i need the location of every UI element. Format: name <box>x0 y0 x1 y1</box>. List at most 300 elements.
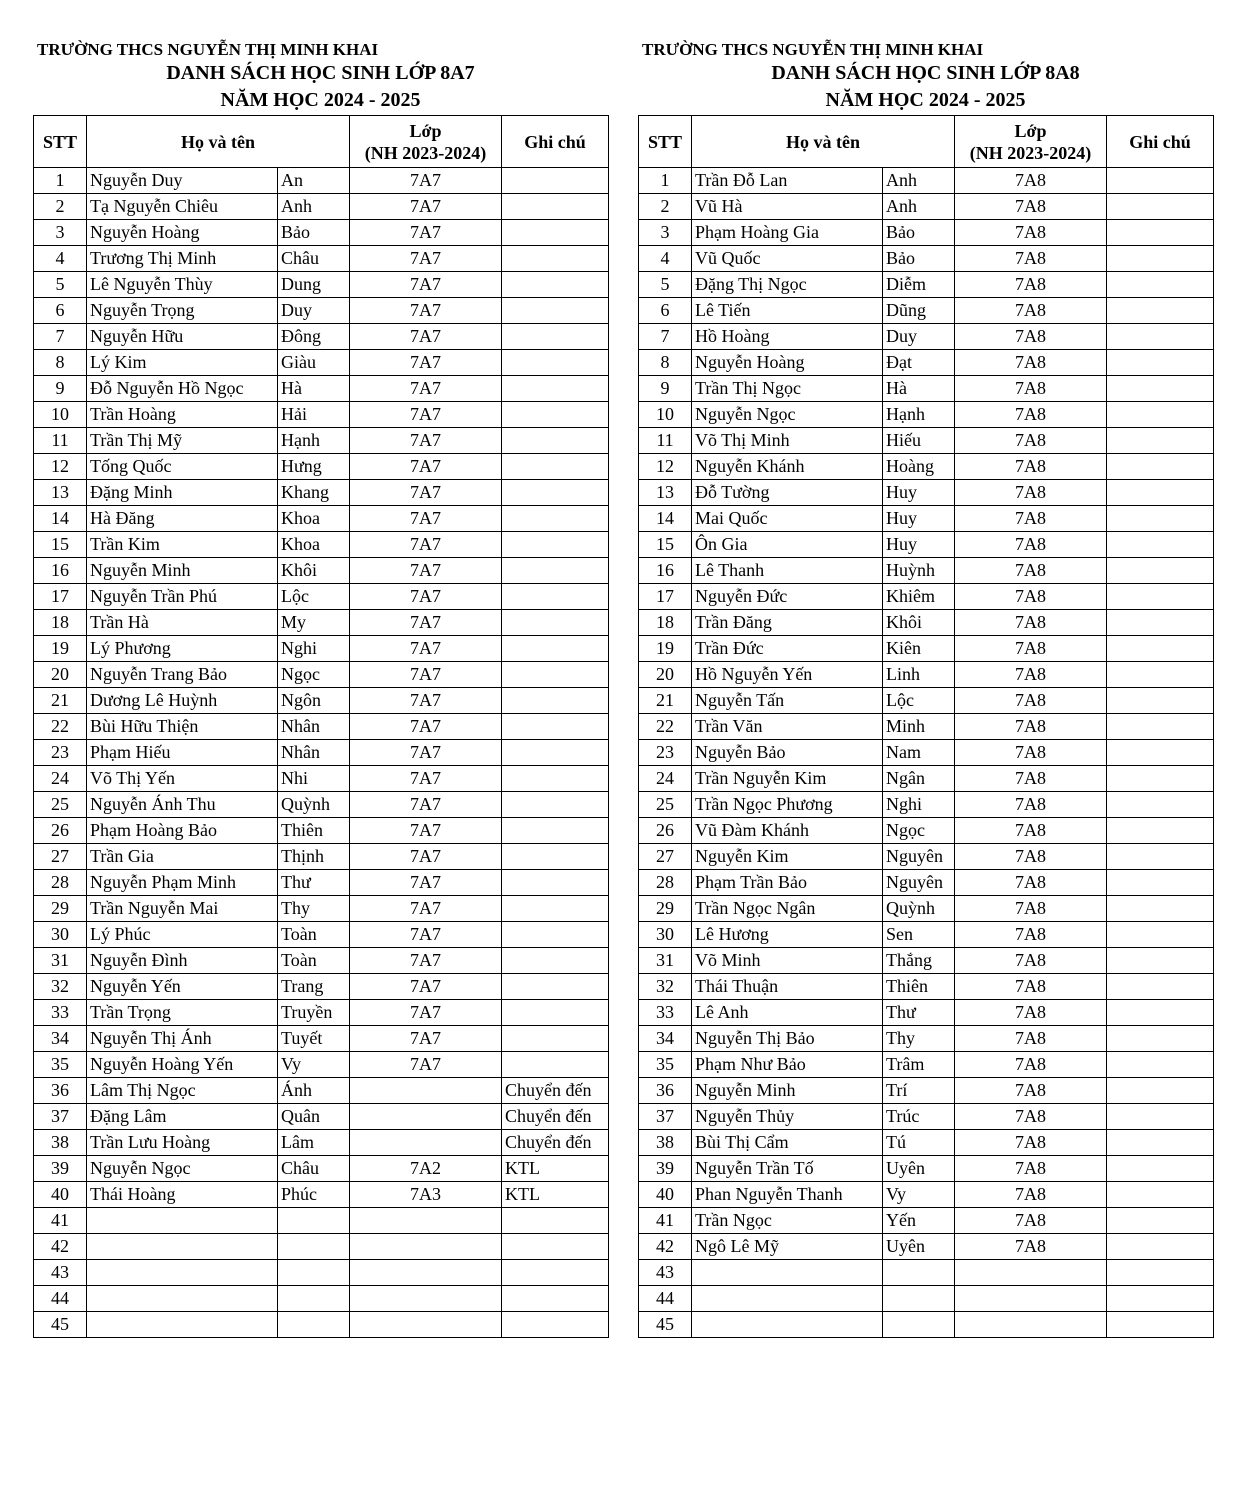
cell-stt: 29 <box>639 896 692 922</box>
cell-last-middle-name: Trần Ngọc Ngân <box>692 896 883 922</box>
cell-stt: 9 <box>34 376 87 402</box>
cell-class: 7A8 <box>955 974 1107 1000</box>
cell-stt: 6 <box>639 298 692 324</box>
cell-class: 7A7 <box>350 272 502 298</box>
cell-class: 7A8 <box>955 740 1107 766</box>
cell-stt: 3 <box>639 220 692 246</box>
cell-stt: 27 <box>639 844 692 870</box>
table-row <box>639 584 1214 610</box>
cell-class: 7A7 <box>350 818 502 844</box>
cell-note <box>502 662 609 688</box>
cell-first-name: Thiên <box>883 974 955 1000</box>
cell-stt: 5 <box>34 272 87 298</box>
cell-class: 7A8 <box>955 532 1107 558</box>
cell-first-name: Tú <box>883 1130 955 1156</box>
header-class-line1: Lớp <box>1014 120 1047 141</box>
table-row <box>639 610 1214 636</box>
table-row <box>639 350 1214 376</box>
cell-first-name: Linh <box>883 662 955 688</box>
cell-class: 7A8 <box>955 1052 1107 1078</box>
cell-last-middle-name: Nguyễn Hoàng Yến <box>87 1052 278 1078</box>
table-row <box>639 870 1214 896</box>
cell-class: 7A8 <box>955 506 1107 532</box>
cell-first-name: Lâm <box>278 1130 350 1156</box>
cell-first-name: Trâm <box>883 1052 955 1078</box>
cell-class: 7A3 <box>350 1182 502 1208</box>
cell-note <box>1107 350 1214 376</box>
cell-stt: 31 <box>34 948 87 974</box>
table-row <box>639 740 1214 766</box>
cell-last-middle-name <box>87 1312 278 1338</box>
cell-note <box>502 792 609 818</box>
cell-stt: 19 <box>639 636 692 662</box>
cell-note <box>1107 506 1214 532</box>
cell-first-name: Khôi <box>278 558 350 584</box>
cell-last-middle-name: Đỗ Nguyễn Hồ Ngọc <box>87 376 278 402</box>
cell-last-middle-name: Dương Lê Huỳnh <box>87 688 278 714</box>
school-name: TRƯỜNG THCS NGUYỄN THỊ MINH KHAI <box>37 40 379 59</box>
class-list-8a8 <box>638 40 1213 1338</box>
cell-last-middle-name: Vũ Đàm Khánh <box>692 818 883 844</box>
cell-stt: 39 <box>639 1156 692 1182</box>
cell-stt: 11 <box>639 428 692 454</box>
cell-last-middle-name: Trần Đức <box>692 636 883 662</box>
cell-class <box>350 1130 502 1156</box>
cell-note <box>1107 766 1214 792</box>
cell-class: 7A8 <box>955 324 1107 350</box>
cell-class: 7A8 <box>955 1104 1107 1130</box>
table-row <box>639 766 1214 792</box>
cell-note <box>502 246 609 272</box>
cell-class: 7A7 <box>350 844 502 870</box>
cell-last-middle-name: Võ Minh <box>692 948 883 974</box>
table-row <box>639 1130 1214 1156</box>
cell-note <box>502 974 609 1000</box>
table-row <box>34 1182 609 1208</box>
cell-first-name: Khôi <box>883 610 955 636</box>
cell-last-middle-name: Nguyễn Thị Ánh <box>87 1026 278 1052</box>
cell-stt: 24 <box>639 766 692 792</box>
cell-first-name: Quỳnh <box>278 792 350 818</box>
cell-last-middle-name: Bùi Thị Cẩm <box>692 1130 883 1156</box>
table-row <box>34 220 609 246</box>
cell-first-name: Ngôn <box>278 688 350 714</box>
cell-class: 7A8 <box>955 402 1107 428</box>
table-row <box>34 948 609 974</box>
cell-stt: 7 <box>34 324 87 350</box>
cell-class: 7A7 <box>350 220 502 246</box>
cell-note <box>502 1312 609 1338</box>
cell-first-name: Lộc <box>278 584 350 610</box>
cell-note <box>502 298 609 324</box>
table-row <box>639 298 1214 324</box>
cell-last-middle-name: Lý Phương <box>87 636 278 662</box>
cell-last-middle-name: Lê Anh <box>692 1000 883 1026</box>
cell-note <box>502 1052 609 1078</box>
cell-first-name <box>883 1312 955 1338</box>
cell-note <box>502 688 609 714</box>
cell-note <box>1107 1208 1214 1234</box>
cell-first-name: Nam <box>883 740 955 766</box>
cell-class: 7A7 <box>350 298 502 324</box>
table-row <box>639 792 1214 818</box>
table-row <box>639 1260 1214 1286</box>
cell-note <box>1107 1026 1214 1052</box>
cell-note <box>502 1286 609 1312</box>
cell-last-middle-name: Nguyễn Trang Bảo <box>87 662 278 688</box>
cell-class: 7A8 <box>955 1156 1107 1182</box>
cell-class <box>955 1260 1107 1286</box>
cell-last-middle-name: Trần Đăng <box>692 610 883 636</box>
table-row <box>34 1130 609 1156</box>
cell-class: 7A7 <box>350 402 502 428</box>
header-row <box>34 116 609 168</box>
cell-stt: 34 <box>639 1026 692 1052</box>
cell-class: 7A8 <box>955 298 1107 324</box>
cell-class: 7A7 <box>350 1052 502 1078</box>
cell-last-middle-name: Trần Ngọc <box>692 1208 883 1234</box>
table-row <box>639 454 1214 480</box>
cell-first-name: Kiên <box>883 636 955 662</box>
cell-class: 7A8 <box>955 610 1107 636</box>
cell-last-middle-name: Trần Lưu Hoàng <box>87 1130 278 1156</box>
cell-first-name: Thy <box>278 896 350 922</box>
cell-first-name: Yến <box>883 1208 955 1234</box>
cell-note <box>1107 532 1214 558</box>
cell-note <box>1107 1286 1214 1312</box>
cell-class: 7A7 <box>350 350 502 376</box>
cell-first-name: Ánh <box>278 1078 350 1104</box>
table-row <box>34 1052 609 1078</box>
cell-note <box>1107 818 1214 844</box>
cell-stt: 18 <box>639 610 692 636</box>
cell-last-middle-name: Nguyễn Khánh <box>692 454 883 480</box>
cell-note <box>1107 844 1214 870</box>
cell-note <box>1107 1156 1214 1182</box>
cell-class: 7A7 <box>350 428 502 454</box>
cell-stt: 23 <box>34 740 87 766</box>
cell-stt: 2 <box>34 194 87 220</box>
table-row <box>639 428 1214 454</box>
cell-first-name: Đông <box>278 324 350 350</box>
cell-class: 7A8 <box>955 480 1107 506</box>
table-row <box>639 246 1214 272</box>
cell-note <box>502 844 609 870</box>
cell-stt: 23 <box>639 740 692 766</box>
table-row <box>639 1234 1214 1260</box>
cell-last-middle-name <box>692 1312 883 1338</box>
cell-class: 7A7 <box>350 376 502 402</box>
table-row <box>639 688 1214 714</box>
cell-last-middle-name: Đặng Thị Ngọc <box>692 272 883 298</box>
cell-class: 7A7 <box>350 974 502 1000</box>
cell-note <box>502 272 609 298</box>
cell-class <box>350 1104 502 1130</box>
cell-note <box>502 610 609 636</box>
cell-first-name: Vy <box>278 1052 350 1078</box>
cell-stt: 1 <box>639 168 692 194</box>
cell-class <box>955 1286 1107 1312</box>
table-row <box>639 714 1214 740</box>
cell-stt: 19 <box>34 636 87 662</box>
cell-note <box>1107 662 1214 688</box>
cell-first-name: Huy <box>883 480 955 506</box>
cell-stt: 43 <box>34 1260 87 1286</box>
cell-first-name: Hà <box>278 376 350 402</box>
cell-last-middle-name: Nguyễn Ngọc <box>87 1156 278 1182</box>
table-row <box>639 272 1214 298</box>
cell-note: Chuyển đến <box>502 1104 609 1130</box>
cell-last-middle-name: Trần Hà <box>87 610 278 636</box>
cell-class: 7A8 <box>955 558 1107 584</box>
cell-first-name: Truyền <box>278 1000 350 1026</box>
cell-last-middle-name: Phạm Hoàng Gia <box>692 220 883 246</box>
cell-first-name <box>278 1260 350 1286</box>
cell-class: 7A7 <box>350 688 502 714</box>
cell-class: 7A8 <box>955 896 1107 922</box>
cell-note <box>502 714 609 740</box>
cell-last-middle-name: Nguyễn Duy <box>87 168 278 194</box>
cell-class: 7A7 <box>350 662 502 688</box>
cell-last-middle-name: Nguyễn Ánh Thu <box>87 792 278 818</box>
cell-class: 7A8 <box>955 1234 1107 1260</box>
cell-class <box>350 1078 502 1104</box>
cell-last-middle-name: Lý Kim <box>87 350 278 376</box>
cell-class: 7A7 <box>350 870 502 896</box>
cell-stt: 30 <box>639 922 692 948</box>
cell-first-name: Khiêm <box>883 584 955 610</box>
table-row <box>34 662 609 688</box>
cell-first-name: Lộc <box>883 688 955 714</box>
table-row <box>639 922 1214 948</box>
cell-stt: 12 <box>639 454 692 480</box>
cell-last-middle-name: Nguyễn Minh <box>692 1078 883 1104</box>
table-body <box>34 168 609 1338</box>
cell-stt: 42 <box>34 1234 87 1260</box>
table-row <box>639 662 1214 688</box>
cell-last-middle-name <box>87 1286 278 1312</box>
table-row <box>639 220 1214 246</box>
cell-first-name: Ngân <box>883 766 955 792</box>
table-row <box>34 1312 609 1338</box>
table-row <box>34 870 609 896</box>
cell-last-middle-name: Đặng Lâm <box>87 1104 278 1130</box>
header-class-line2: (NH 2023-2024) <box>364 142 487 163</box>
cell-stt: 32 <box>34 974 87 1000</box>
cell-last-middle-name: Thái Hoàng <box>87 1182 278 1208</box>
cell-stt: 21 <box>639 688 692 714</box>
cell-first-name: Thiên <box>278 818 350 844</box>
cell-last-middle-name <box>87 1234 278 1260</box>
cell-last-middle-name: Phạm Hoàng Bảo <box>87 818 278 844</box>
cell-last-middle-name: Lê Thanh <box>692 558 883 584</box>
cell-stt: 34 <box>34 1026 87 1052</box>
header-class <box>955 116 1107 168</box>
cell-last-middle-name: Bùi Hữu Thiện <box>87 714 278 740</box>
table-row <box>34 1260 609 1286</box>
cell-class: 7A8 <box>955 454 1107 480</box>
cell-class: 7A8 <box>955 662 1107 688</box>
cell-stt: 22 <box>34 714 87 740</box>
cell-first-name: Diễm <box>883 272 955 298</box>
cell-note <box>502 766 609 792</box>
cell-class: 7A8 <box>955 1182 1107 1208</box>
table-row <box>639 844 1214 870</box>
cell-stt: 2 <box>639 194 692 220</box>
cell-stt: 26 <box>639 818 692 844</box>
table-row <box>639 324 1214 350</box>
cell-last-middle-name: Nguyễn Thị Bảo <box>692 1026 883 1052</box>
cell-class <box>350 1234 502 1260</box>
cell-last-middle-name <box>87 1208 278 1234</box>
cell-first-name: Hiếu <box>883 428 955 454</box>
cell-last-middle-name: Lâm Thị Ngọc <box>87 1078 278 1104</box>
cell-note: KTL <box>502 1156 609 1182</box>
cell-first-name: Hạnh <box>278 428 350 454</box>
cell-last-middle-name <box>87 1260 278 1286</box>
table-row <box>34 454 609 480</box>
table-row <box>34 740 609 766</box>
cell-stt: 10 <box>639 402 692 428</box>
table-row <box>34 194 609 220</box>
table-row <box>639 1104 1214 1130</box>
cell-first-name: Đạt <box>883 350 955 376</box>
cell-stt: 7 <box>639 324 692 350</box>
cell-first-name: Uyên <box>883 1156 955 1182</box>
cell-stt: 14 <box>639 506 692 532</box>
cell-last-middle-name: Nguyễn Đức <box>692 584 883 610</box>
cell-stt: 20 <box>34 662 87 688</box>
cell-class: 7A8 <box>955 870 1107 896</box>
cell-note <box>1107 1312 1214 1338</box>
cell-class <box>350 1208 502 1234</box>
table-row <box>34 610 609 636</box>
cell-note <box>1107 922 1214 948</box>
cell-class: 7A7 <box>350 1026 502 1052</box>
table-row <box>639 948 1214 974</box>
cell-class: 7A8 <box>955 584 1107 610</box>
cell-first-name: Dung <box>278 272 350 298</box>
cell-first-name: Quân <box>278 1104 350 1130</box>
cell-last-middle-name: Nguyễn Thủy <box>692 1104 883 1130</box>
cell-first-name: Hạnh <box>883 402 955 428</box>
cell-stt: 11 <box>34 428 87 454</box>
table-row <box>34 1078 609 1104</box>
cell-stt: 30 <box>34 922 87 948</box>
table-row <box>34 1026 609 1052</box>
cell-first-name: My <box>278 610 350 636</box>
cell-stt: 18 <box>34 610 87 636</box>
cell-class: 7A2 <box>350 1156 502 1182</box>
cell-note <box>502 1234 609 1260</box>
cell-last-middle-name: Trương Thị Minh <box>87 246 278 272</box>
cell-last-middle-name: Nguyễn Trần Tố <box>692 1156 883 1182</box>
cell-last-middle-name: Lê Tiến <box>692 298 883 324</box>
cell-note <box>502 558 609 584</box>
cell-note <box>1107 636 1214 662</box>
cell-last-middle-name: Trần Hoàng <box>87 402 278 428</box>
cell-class: 7A8 <box>955 1000 1107 1026</box>
cell-last-middle-name <box>692 1260 883 1286</box>
cell-note <box>502 1026 609 1052</box>
table-row <box>34 272 609 298</box>
cell-first-name: Toàn <box>278 922 350 948</box>
table-row <box>34 1104 609 1130</box>
cell-first-name: Toàn <box>278 948 350 974</box>
cell-note: KTL <box>502 1182 609 1208</box>
cell-class: 7A7 <box>350 584 502 610</box>
cell-note <box>1107 1260 1214 1286</box>
cell-note <box>502 584 609 610</box>
cell-first-name: Anh <box>883 194 955 220</box>
table-row <box>34 532 609 558</box>
cell-stt: 32 <box>639 974 692 1000</box>
cell-stt: 29 <box>34 896 87 922</box>
cell-last-middle-name: Tống Quốc <box>87 454 278 480</box>
cell-class: 7A8 <box>955 818 1107 844</box>
header-stt: STT <box>639 116 692 168</box>
table-row <box>639 1286 1214 1312</box>
cell-stt: 40 <box>34 1182 87 1208</box>
cell-last-middle-name: Nguyễn Hữu <box>87 324 278 350</box>
cell-stt: 44 <box>639 1286 692 1312</box>
table-row <box>639 558 1214 584</box>
table-row <box>34 792 609 818</box>
cell-last-middle-name: Trần Thị Mỹ <box>87 428 278 454</box>
header-row <box>639 116 1214 168</box>
cell-last-middle-name: Hà Đăng <box>87 506 278 532</box>
cell-note <box>502 818 609 844</box>
cell-note <box>1107 1052 1214 1078</box>
cell-first-name: Quỳnh <box>883 896 955 922</box>
cell-stt: 37 <box>34 1104 87 1130</box>
cell-stt: 12 <box>34 454 87 480</box>
cell-stt: 5 <box>639 272 692 298</box>
cell-last-middle-name: Nguyễn Yến <box>87 974 278 1000</box>
cell-class: 7A8 <box>955 688 1107 714</box>
cell-last-middle-name: Vũ Quốc <box>692 246 883 272</box>
cell-note <box>1107 714 1214 740</box>
table-row <box>34 1000 609 1026</box>
cell-class: 7A7 <box>350 324 502 350</box>
cell-first-name: Giàu <box>278 350 350 376</box>
table-row <box>639 636 1214 662</box>
cell-class: 7A8 <box>955 844 1107 870</box>
cell-first-name: Hưng <box>278 454 350 480</box>
cell-class: 7A7 <box>350 454 502 480</box>
cell-class: 7A7 <box>350 610 502 636</box>
table-row <box>639 168 1214 194</box>
table-row <box>34 584 609 610</box>
cell-stt: 20 <box>639 662 692 688</box>
cell-stt: 9 <box>639 376 692 402</box>
cell-note <box>502 454 609 480</box>
cell-last-middle-name: Nguyễn Trọng <box>87 298 278 324</box>
header-stt: STT <box>34 116 87 168</box>
cell-note <box>502 376 609 402</box>
cell-first-name: Trí <box>883 1078 955 1104</box>
cell-note <box>502 1000 609 1026</box>
cell-last-middle-name: Võ Thị Minh <box>692 428 883 454</box>
cell-first-name: Nhân <box>278 740 350 766</box>
cell-class: 7A7 <box>350 922 502 948</box>
cell-last-middle-name: Nguyễn Hoàng <box>87 220 278 246</box>
cell-last-middle-name: Trần Nguyễn Mai <box>87 896 278 922</box>
cell-last-middle-name: Lê Hương <box>692 922 883 948</box>
table-row <box>34 558 609 584</box>
cell-note <box>1107 376 1214 402</box>
table-row <box>34 506 609 532</box>
